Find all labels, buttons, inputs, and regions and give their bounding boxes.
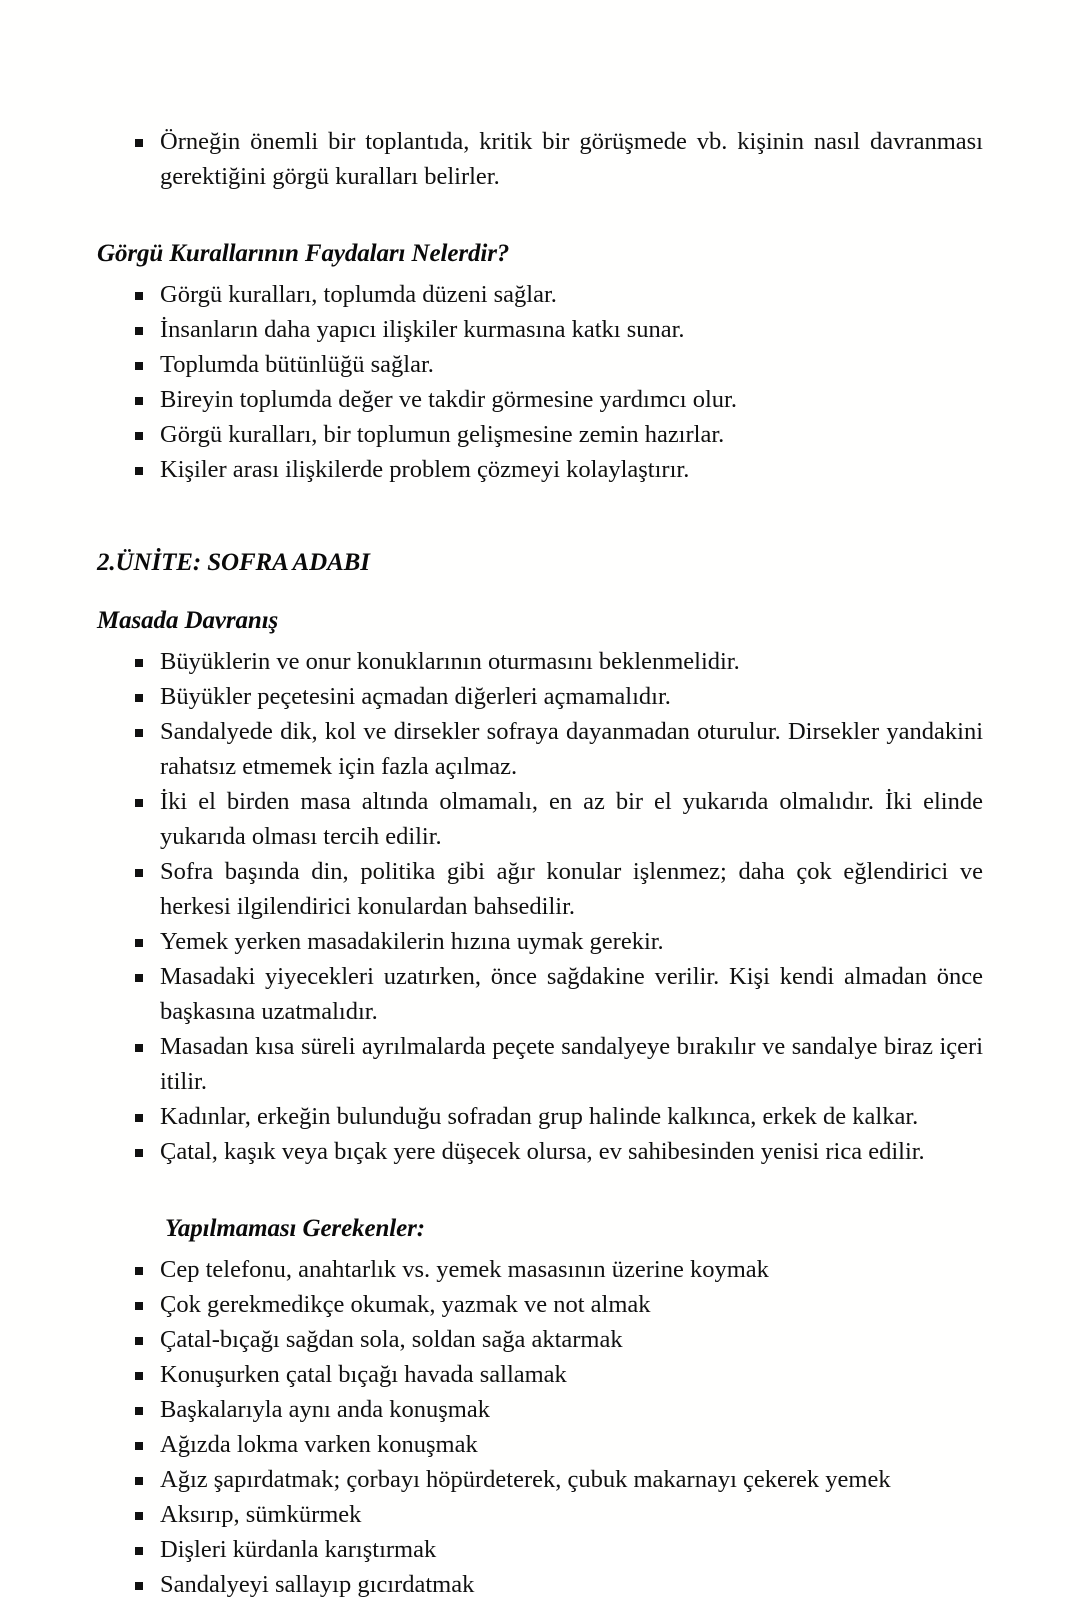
list-item-text: İki el birden masa altında olmamalı, en az bir el yukarıda olmalıdır. İki elinde yukarıda olması tercih edilir. — [160, 788, 983, 850]
list-item — [97, 1427, 983, 1462]
list-item — [97, 854, 983, 924]
list-item — [97, 1029, 983, 1099]
list-item — [97, 312, 983, 347]
list-item — [97, 1252, 983, 1287]
list-item — [97, 1462, 983, 1497]
list-item — [97, 714, 983, 784]
list-item — [97, 277, 983, 312]
list-item-text: Sandalyede dik, kol ve dirsekler sofraya dayanmadan oturulur. Dirsekler yandakini rahatsız etmemek için fazla açılmaz. — [160, 718, 983, 780]
document-content — [97, 124, 983, 1602]
list-item — [97, 1099, 983, 1134]
list-item-text: Büyükler peçetesini açmadan diğerleri açmamalıdır. — [160, 683, 671, 710]
table-behavior-list — [97, 644, 983, 1169]
spacer — [97, 194, 983, 240]
list-item-text: Örneğin önemli bir toplantıda, kritik bir görüşmede vb. kişinin nasıl davranması gerektiğini görgü kuralları belirler. — [160, 128, 983, 190]
spacer — [97, 635, 983, 644]
list-item-text: Toplumda bütünlüğü sağlar. — [160, 351, 434, 378]
list-item — [97, 1134, 983, 1169]
list-item-text: Kişiler arası ilişkilerde problem çözmeyi kolaylaştırır. — [160, 456, 690, 483]
list-item — [97, 1497, 983, 1532]
list-item-text: Cep telefonu, anahtarlık vs. yemek masasının üzerine koymak — [160, 1256, 769, 1283]
list-item-text: Konuşurken çatal bıçağı havada sallamak — [160, 1361, 567, 1388]
list-item — [97, 1532, 983, 1567]
list-item — [97, 452, 983, 487]
section-heading-benefits: Görgü Kurallarının Faydaları Nelerdir? — [97, 240, 510, 267]
list-item-text: Sandalyeyi sallayıp gıcırdatmak — [160, 1571, 475, 1598]
list-item-text: Kadınlar, erkeğin bulunduğu sofradan grup halinde kalkınca, erkek de kalkar. — [160, 1103, 919, 1130]
list-item — [97, 347, 983, 382]
list-item — [97, 784, 983, 854]
list-item-text: Ağız şapırdatmak; çorbayı höpürdeterek, çubuk makarnayı çekerek yemek — [160, 1466, 891, 1493]
benefits-list — [97, 277, 983, 487]
donts-list — [97, 1252, 983, 1602]
spacer — [97, 487, 983, 549]
list-item — [97, 1357, 983, 1392]
section-heading-donts: Yapılmaması Gerekenler: — [165, 1215, 425, 1242]
list-item-text: Yemek yerken masadakilerin hızına uymak gerekir. — [160, 928, 664, 955]
list-item — [97, 417, 983, 452]
list-item-text: Bireyin toplumda değer ve takdir görmesine yardımcı olur. — [160, 386, 737, 413]
spacer — [97, 268, 983, 277]
list-item-text: Sofra başında din, politika gibi ağır konular işlenmez; daha çok eğlendirici ve herkesi ilgilendirici konulardan bahsedilir. — [160, 858, 983, 920]
unit-title: 2.ÜNİTE: SOFRA ADABI — [97, 549, 370, 576]
list-item — [97, 1392, 983, 1427]
list-item — [97, 1322, 983, 1357]
list-item — [97, 679, 983, 714]
list-item — [97, 924, 983, 959]
list-item — [97, 382, 983, 417]
spacer — [97, 1243, 983, 1252]
list-item-text: Masadaki yiyecekleri uzatırken, önce sağdakine verilir. Kişi kendi almadan önce başkasına uzatmalıdır. — [160, 963, 983, 1025]
spacer — [97, 577, 983, 607]
list-item — [97, 124, 983, 194]
list-item-text: Ağızda lokma varken konuşmak — [160, 1431, 478, 1458]
list-item — [97, 644, 983, 679]
list-item-text: Aksırıp, sümkürmek — [160, 1501, 362, 1528]
list-item — [97, 1567, 983, 1602]
list-item-text: Çatal-bıçağı sağdan sola, soldan sağa aktarmak — [160, 1326, 623, 1353]
list-item-text: Büyüklerin ve onur konuklarının oturmasını beklenmelidir. — [160, 648, 740, 675]
list-item-text: Görgü kuralları, bir toplumun gelişmesine zemin hazırlar. — [160, 421, 725, 448]
intro-list — [97, 124, 983, 194]
list-item — [97, 1287, 983, 1322]
list-item-text: İnsanların daha yapıcı ilişkiler kurmasına katkı sunar. — [160, 316, 685, 343]
list-item-text: Dişleri kürdanla karıştırmak — [160, 1536, 437, 1563]
list-item-text: Görgü kuralları, toplumda düzeni sağlar. — [160, 281, 557, 308]
list-item-text: Başkalarıyla aynı anda konuşmak — [160, 1396, 490, 1423]
list-item-text: Masadan kısa süreli ayrılmalarda peçete sandalyeye bırakılır ve sandalye biraz içeri itilir. — [160, 1033, 983, 1095]
section-heading-table-behavior: Masada Davranış — [97, 607, 279, 634]
list-item — [97, 959, 983, 1029]
list-item-text: Çok gerekmedikçe okumak, yazmak ve not almak — [160, 1291, 651, 1318]
list-item-text: Çatal, kaşık veya bıçak yere düşecek olursa, ev sahibesinden yenisi rica edilir. — [160, 1138, 925, 1165]
spacer — [97, 1169, 983, 1215]
